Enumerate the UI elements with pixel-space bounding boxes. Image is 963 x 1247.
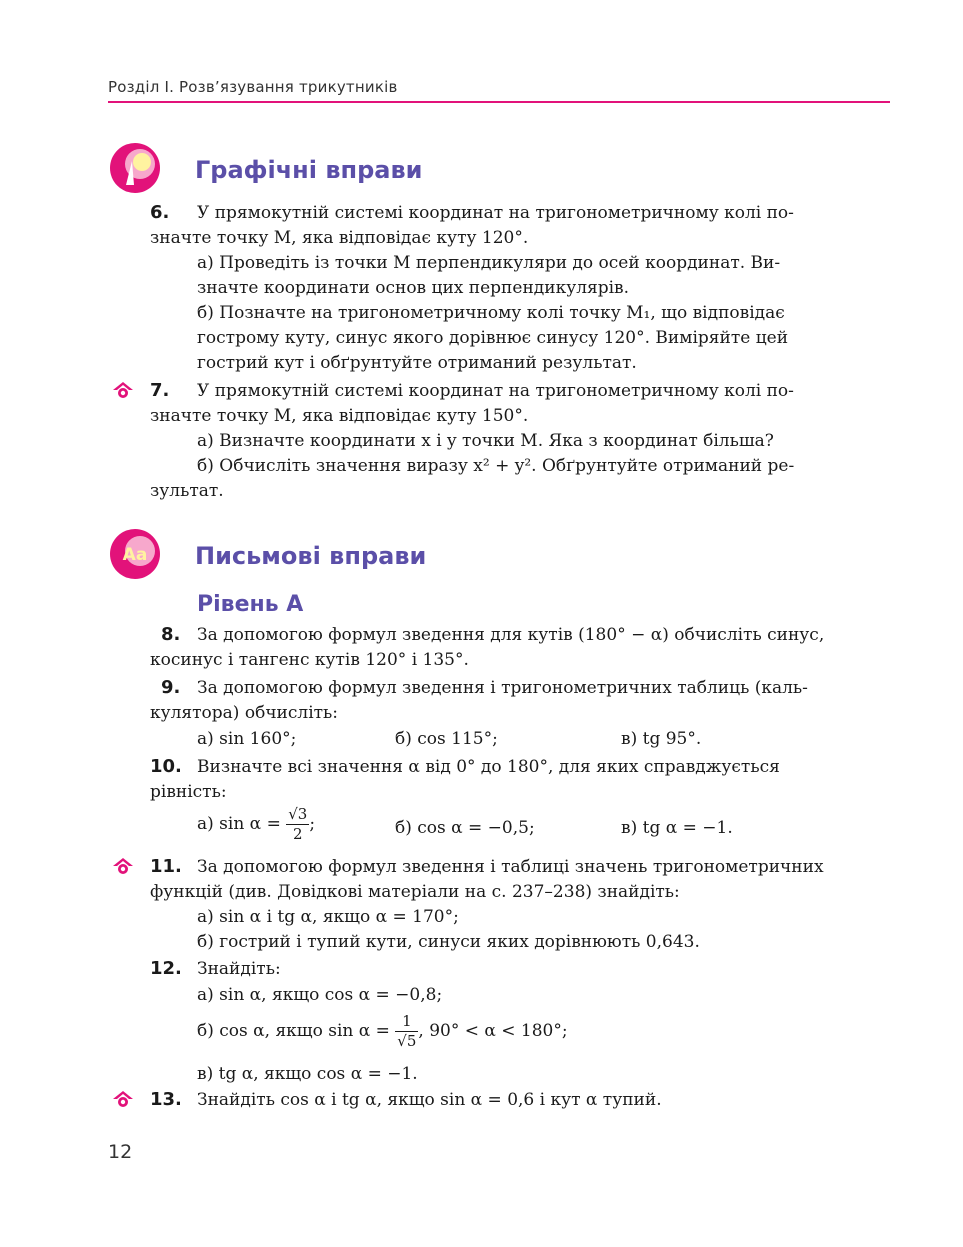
- graphic-exercises-icon: [110, 143, 160, 193]
- exercise-10-c: в) tg α = −1.: [621, 818, 733, 838]
- exercise-10-a-fraction: [286, 805, 309, 844]
- exercise-11-a: а) sin α і tg α, якщо α = 170°;: [197, 907, 459, 927]
- exercise-12-b-suffix: , 90° < α < 180°;: [418, 1021, 568, 1041]
- exercise-12-b-numerator: 1: [395, 1012, 418, 1032]
- running-header: Розділ І. Розв’язування трикутників: [108, 78, 398, 96]
- header-divider: [108, 101, 890, 103]
- exercise-7-number: 7.: [150, 380, 170, 401]
- exercise-11-number: 11.: [150, 856, 182, 877]
- exercise-11-b: б) гострий і тупий кути, синуси яких дорівнюють 0,643.: [197, 932, 700, 952]
- advanced-marker-icon: [111, 381, 135, 399]
- exercise-12-number: 12.: [150, 958, 182, 979]
- exercise-12-a: а) sin α, якщо cos α = −0,8;: [197, 985, 443, 1005]
- exercise-10-a-numerator: √3: [288, 805, 308, 823]
- exercise-9-line-1: За допомогою формул зведення і тригонометричних таблиць (каль-: [197, 678, 808, 698]
- written-icon-label: Aa: [122, 545, 148, 565]
- exercise-12-line-1: Знайдіть:: [197, 959, 281, 979]
- exercise-9-c: в) tg 95°.: [621, 729, 702, 749]
- exercise-11-line-2: функцій (див. Довідкові матеріали на с. 237–238) знайдіть:: [150, 882, 680, 902]
- exercise-10-b: б) cos α = −0,5;: [395, 818, 535, 838]
- exercise-12-b-denominator: √5: [397, 1032, 417, 1050]
- exercise-7-b-line-2: зультат.: [150, 481, 224, 501]
- exercise-9-line-2: кулятора) обчисліть:: [150, 703, 339, 723]
- exercise-12-b-prefix: б) cos α, якщо sin α =: [197, 1021, 390, 1041]
- exercise-7-line-2: значте точку M, яка відповідає куту 150°.: [150, 406, 529, 426]
- exercise-8-line-1: За допомогою формул зведення для кутів (180° − α) обчисліть синус,: [197, 625, 825, 645]
- exercise-9-a: а) sin 160°;: [197, 729, 297, 749]
- exercise-8-line-2: косинус і тангенс кутів 120° і 135°.: [150, 650, 469, 670]
- exercise-7-b-line-1: б) Обчисліть значення виразу x² + y². Обґрунтуйте отриманий ре-: [197, 456, 795, 476]
- exercise-12-c: в) tg α, якщо cos α = −1.: [197, 1064, 418, 1084]
- exercise-7-line-1: У прямокутній системі координат на тригонометричному колі по-: [197, 381, 794, 401]
- exercise-7-a: а) Визначте координати x і y точки M. Яка з координат більша?: [197, 431, 774, 451]
- exercise-10-a-suffix: ;: [309, 814, 316, 834]
- exercise-12-b-fraction: [395, 1012, 418, 1051]
- exercise-9-b: б) cos 115°;: [395, 729, 498, 749]
- page-number: 12: [108, 1141, 133, 1163]
- exercise-6-number: 6.: [150, 202, 170, 223]
- exercise-12-b: [197, 1010, 568, 1052]
- level-a-heading: Рівень А: [197, 592, 304, 617]
- exercise-10-a-prefix: а) sin α =: [197, 814, 281, 834]
- exercise-10-line-2: рівність:: [150, 782, 227, 802]
- exercise-8-number: 8.: [161, 624, 181, 645]
- written-exercises-icon: [110, 529, 160, 579]
- graphic-exercises-title: Графічні вправи: [195, 156, 423, 184]
- exercise-10-line-1: Визначте всі значення α від 0° до 180°, для яких справджується: [197, 757, 780, 777]
- exercise-13-number: 13.: [150, 1089, 182, 1110]
- exercise-6-a-line-2: значте координати основ цих перпендикулярів.: [197, 278, 630, 298]
- exercise-10-number: 10.: [150, 756, 182, 777]
- exercise-9-number: 9.: [161, 677, 181, 698]
- exercise-10-a-denominator: 2: [293, 825, 303, 843]
- exercise-6-line-2: значте точку M, яка відповідає куту 120°.: [150, 228, 529, 248]
- exercise-6-b-line-1: б) Позначте на тригонометричному колі точку M₁, що відповідає: [197, 303, 785, 323]
- exercise-11-line-1: За допомогою формул зведення і таблиці значень тригонометричних: [197, 857, 824, 877]
- exercise-13-line-1: Знайдіть cos α і tg α, якщо sin α = 0,6 і кут α тупий.: [197, 1090, 662, 1110]
- exercise-6-a-line-1: а) Проведіть із точки M перпендикуляри до осей координат. Ви-: [197, 253, 781, 273]
- exercise-6-line-1: У прямокутній системі координат на тригонометричному колі по-: [197, 203, 794, 223]
- advanced-marker-icon: [111, 857, 135, 875]
- exercise-10-a: [197, 804, 315, 844]
- exercise-6-b-line-2: гострому куту, синус якого дорівнює синусу 120°. Виміряйте цей: [197, 328, 789, 348]
- written-exercises-title: Письмові вправи: [195, 542, 427, 570]
- exercise-6-b-line-3: гострий кут і обґрунтуйте отриманий результат.: [197, 353, 637, 373]
- advanced-marker-icon: [111, 1090, 135, 1108]
